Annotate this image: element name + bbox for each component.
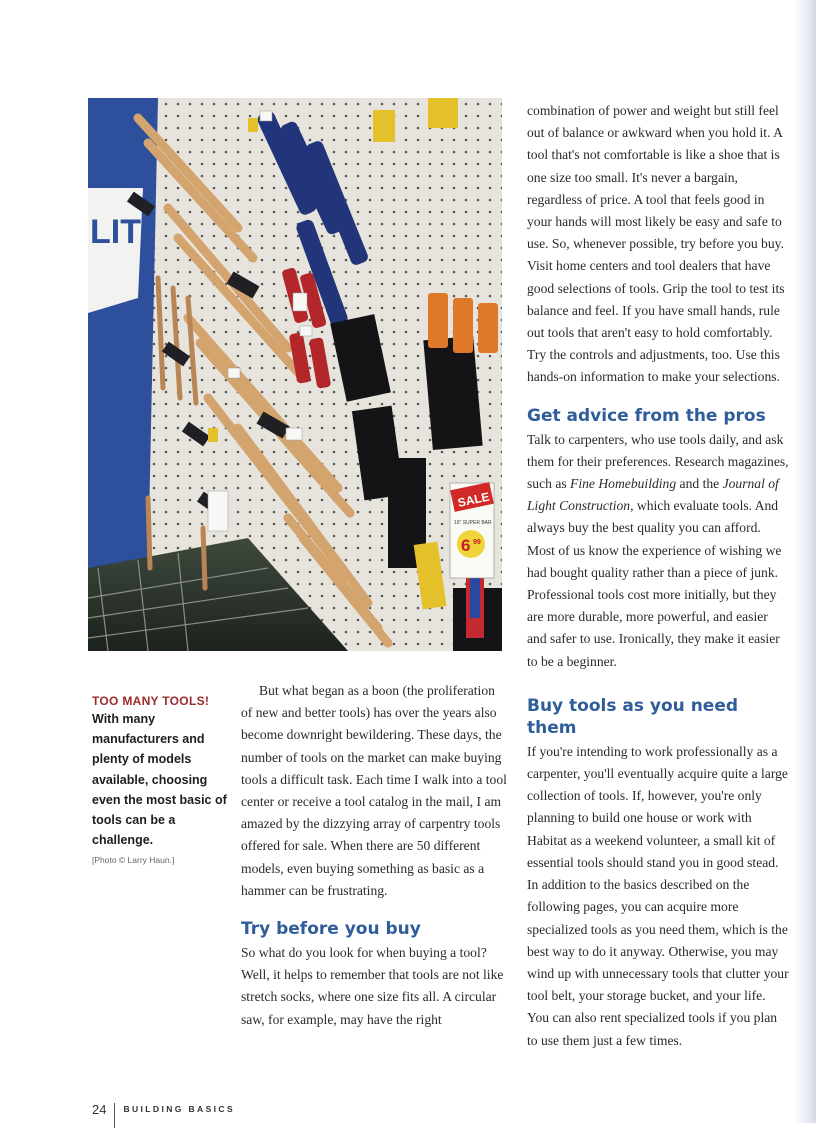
photo-caption bbox=[92, 693, 232, 867]
paragraph: If you're intending to work professionally as a carpenter, you'll eventually acquire quite a large collection of tools. If, however, you're only planning to build one house or work with Habitat as a weekend volunteer, a small kit of essential tools should stand you in good stead. In addition to the basics described on the following pages, you can acquire more specialized tools as you need them, which is the best way to do it anyway. Otherwise, you may wind up with unnecessary tools that clutter your tool belt, your storage bucket, and your life. You can also rent specialized tools if you plan to use them just a few times. bbox=[527, 743, 789, 1048]
sale-tag bbox=[450, 482, 494, 578]
magazine-title: Journal of Light Construction bbox=[527, 476, 779, 514]
magazine-title: Fine Homebuilding bbox=[570, 476, 677, 492]
text-run: , which evaluate tools. And always buy the best quality you can afford. Most of us know the experience of wishing we had bought quality rather than a piece of junk. Professional tools cost more initially, but they are more durable, more powerful, and easier and safer to use. Ironically, they make it easier to be a beginner. bbox=[527, 498, 782, 669]
right-text-column bbox=[527, 100, 789, 1052]
sale-price: 6 bbox=[461, 536, 471, 555]
paragraph: But what began as a boon (the proliferation of new and better tools) has over the years also become downright bewildering. These days, the number of tools on the market can make buying tools a difficult task. Each time I walk into a tool center or receive a tool catalog in the mail, I am amazed by the dizzying array of carpentry tools offered for sale. When there are 50 different models, even buying something as basic as a hammer can be frustrating. bbox=[241, 683, 507, 898]
store-sign: LIT bbox=[90, 213, 141, 251]
photo-credit: [Photo © Larry Haun.] bbox=[92, 855, 175, 866]
paragraph: combination of power and weight but still feel out of balance or awkward when you hold it. A tool that's not comfortable is like a shoe that is one size too small. It's never a bargain, regardless of price. A tool that feels good in your hands will most likely be easy and safe to use. So, whenever possible, try before you buy. Visit home centers and tool dealers that have good selections of tools. Grip the tool to test its balance and feel. If you have small hands, rule out tools that aren't easy to hold comfortably. Try the controls and adjustments, too. Use this hands-on information to make your selections. bbox=[527, 103, 785, 385]
text-run: Talk to carpenters, who use tools daily, and ask them for their preferences. Research magazines, such as bbox=[527, 431, 789, 492]
sale-sublabel: 16" SUPER BAR bbox=[454, 520, 492, 526]
heading-buy-tools: Buy tools as you need them bbox=[527, 695, 739, 738]
sale-label: SALE bbox=[456, 489, 491, 510]
photo-illustration bbox=[88, 98, 502, 651]
middle-text-column bbox=[241, 680, 509, 1031]
section-name: BUILDING BASICS bbox=[123, 1104, 236, 1114]
caption-title: TOO MANY TOOLS! bbox=[92, 694, 210, 708]
text-run: and the bbox=[676, 476, 723, 492]
paragraph-advice bbox=[527, 429, 789, 673]
footer-divider bbox=[114, 1103, 115, 1128]
sale-price-cents: 99 bbox=[473, 539, 481, 546]
page-edge-shadow bbox=[794, 0, 816, 1123]
heading-try-before-you-buy: Try before you buy bbox=[241, 919, 421, 940]
heading-get-advice: Get advice from the pros bbox=[527, 405, 766, 426]
paragraph: So what do you look for when buying a tool? Well, it helps to remember that tools are not like stretch socks, where one size fits all. A circular saw, for example, may have the right bbox=[241, 945, 504, 1027]
caption-body: With many manufacturers and plenty of models available, choosing even the most basic of tools can be a challenge. bbox=[92, 712, 227, 848]
tool-display-photo bbox=[88, 98, 502, 651]
page-number: 24 bbox=[92, 1102, 107, 1117]
